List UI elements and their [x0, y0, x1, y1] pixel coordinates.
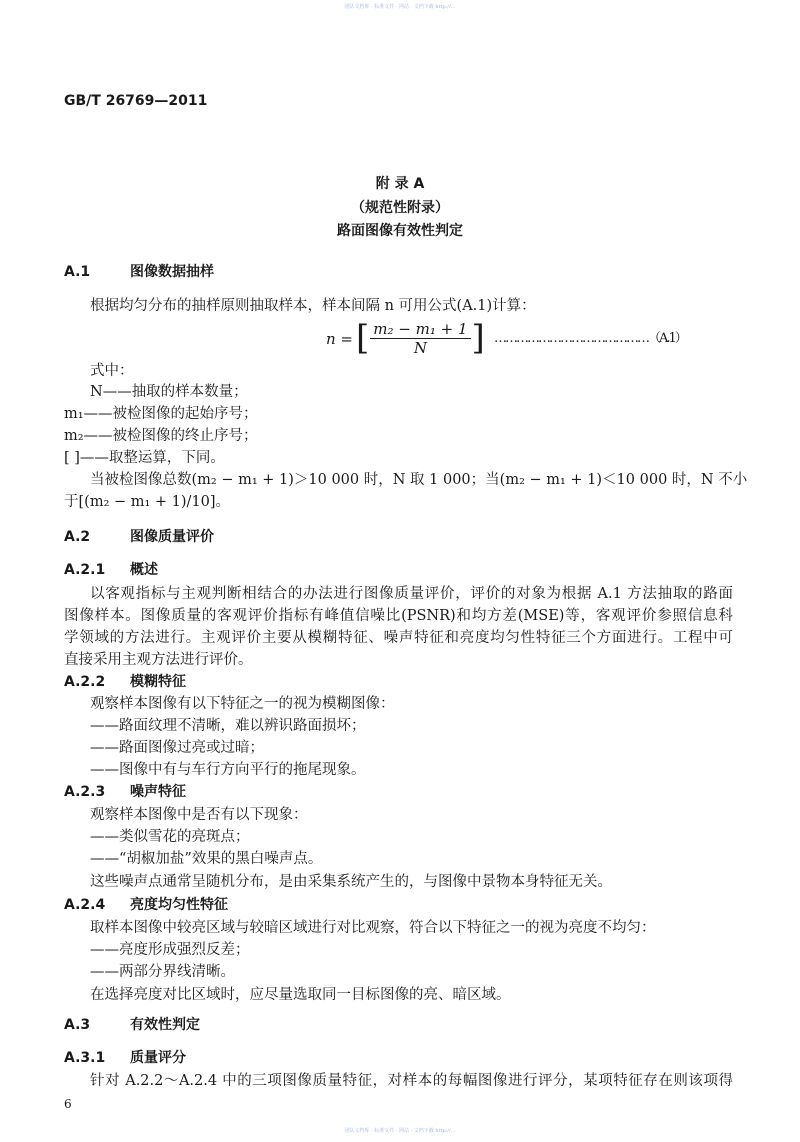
list-item: ——图像中有与车行方向平行的拖尾现象。 — [90, 762, 366, 778]
a1-intro: 根据均匀分布的抽样原则抽取样本，样本间隔 n 可用公式(A.1)计算： — [90, 298, 536, 314]
watermark-top: 团队文档库 · 标准文件 · 网站 · 文档下载 http://... — [344, 4, 456, 10]
appendix-label: 附 录 A — [375, 176, 425, 192]
section-title: 有效性判定 — [130, 1017, 200, 1033]
formula-denominator: N — [413, 339, 427, 357]
a22-intro: 观察样本图像有以下特征之一的视为模糊图像： — [90, 696, 395, 712]
appendix-type: （规范性附录） — [351, 200, 449, 216]
section-number: A.2.1 — [64, 562, 106, 578]
list-item: ——路面图像过亮或过暗； — [90, 740, 264, 756]
formula-a1 — [326, 320, 485, 357]
section-a22-heading — [64, 673, 186, 691]
section-number: A.3.1 — [64, 1050, 106, 1066]
a1-rule: 当被检图像总数(m₂ − m₁ + 1)＞10 000 时，N 取 1 000；当(m₂ − m₁ + 1)＜10 000 时，N 不小 — [90, 472, 748, 488]
a23-note: 这些噪声点通常呈随机分布，是由采集系统产生的，与图像中景物本身特征无关。 — [90, 874, 612, 890]
section-title: 图像数据抽样 — [130, 264, 214, 280]
section-title: 质量评分 — [130, 1050, 186, 1066]
section-title: 概述 — [130, 562, 158, 578]
paragraph-line: 直接采用主观方法进行评价。 — [64, 652, 253, 668]
section-a1-heading — [64, 263, 214, 281]
section-number: A.1 — [64, 264, 91, 280]
a24-intro: 取样本图像中较亮区域与较暗区域进行对比观察，符合以下特征之一的视为亮度不均匀： — [90, 920, 656, 936]
section-number: A.2.2 — [64, 674, 106, 690]
list-item: ——“胡椒加盐”效果的黑白噪声点。 — [90, 851, 323, 867]
section-a24-heading — [64, 896, 228, 914]
list-item: ——两部分界线清晰。 — [90, 964, 235, 980]
appendix-title: 路面图像有效性判定 — [337, 223, 463, 239]
section-title: 噪声特征 — [130, 784, 186, 800]
section-a3-heading — [64, 1016, 200, 1034]
paragraph-line: 以客观指标与主观判断相结合的办法进行图像质量评价，评价的对象为根据 A.1 方法抽取的路面 — [90, 586, 733, 602]
section-a23-heading — [64, 783, 186, 801]
paragraph-line: 图像样本。图像质量的客观评价指标有峰值信噪比(PSNR)和均方差(MSE)等，客观评价参照信息科 — [64, 608, 733, 624]
list-item: ——类似雪花的亮斑点； — [90, 829, 250, 845]
def-item: m₂——被检图像的终止序号； — [64, 428, 258, 444]
list-item: ——亮度形成强烈反差； — [90, 942, 250, 958]
formula-numerator: m₂ − m₁ + 1 — [370, 320, 470, 339]
a24-note: 在选择亮度对比区域时，应尽量选取同一目标图像的亮、暗区域。 — [90, 987, 511, 1003]
def-item: N——抽取的样本数量； — [90, 384, 248, 400]
watermark-bottom: 团队文档库 · 标准文件 · 网站 · 文档下载 http://... — [344, 1128, 456, 1134]
right-bracket-icon: ] — [471, 320, 485, 357]
def-item: m₁——被检图像的起始序号； — [64, 406, 258, 422]
formula-lhs: n = — [326, 329, 353, 348]
section-title: 模糊特征 — [130, 674, 186, 690]
section-number: A.2.4 — [64, 897, 106, 913]
section-number: A.3 — [64, 1017, 91, 1033]
a1-rule-cont: 于[(m₂ − m₁ + 1)/10]。 — [64, 494, 231, 510]
section-number: A.2 — [64, 529, 91, 545]
where-label: 式中： — [90, 363, 134, 379]
section-a31-heading — [64, 1049, 186, 1067]
section-title: 图像质量评价 — [130, 529, 214, 545]
paragraph-line: 针对 A.2.2～A.2.4 中的三项图像质量特征，对样本的每幅图像进行评分，某项特征存在则该项得 — [90, 1073, 733, 1089]
formula-ref: ……………………………………（A.1） — [494, 331, 686, 346]
left-bracket-icon: [ — [356, 320, 370, 357]
standard-number: GB/T 26769—2011 — [64, 93, 208, 109]
page-number: 6 — [64, 1097, 72, 1111]
section-number: A.2.3 — [64, 784, 106, 800]
list-item: ——路面纹理不清晰，难以辨识路面损坏； — [90, 718, 366, 734]
def-item: [ ]——取整运算，下同。 — [64, 450, 225, 466]
section-a21-heading — [64, 561, 158, 579]
section-title: 亮度均匀性特征 — [130, 897, 228, 913]
a23-intro: 观察样本图像中是否有以下现象： — [90, 807, 308, 823]
section-a2-heading — [64, 528, 214, 546]
paragraph-line: 学领域的方法进行。主观评价主要从模糊特征、噪声特征和亮度均匀性特征三个方面进行。工程中可 — [64, 630, 733, 646]
